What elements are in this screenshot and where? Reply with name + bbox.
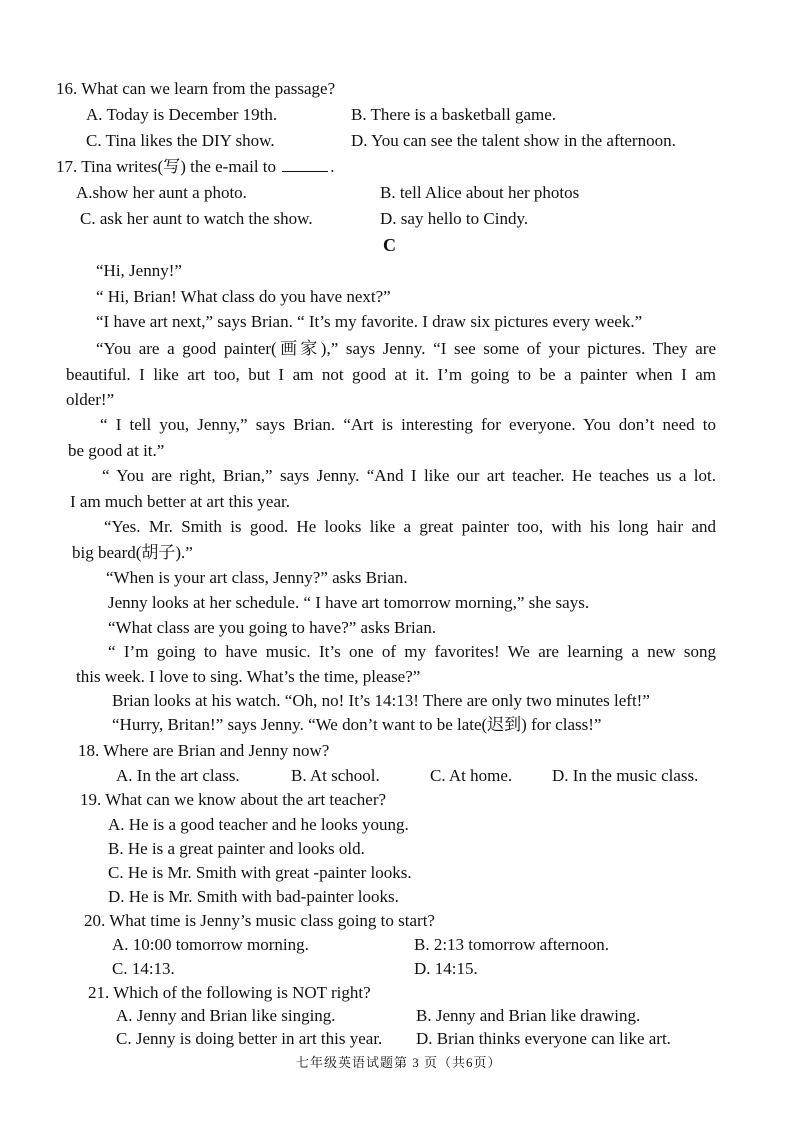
q17-stem-end: . (330, 157, 335, 176)
q21-option-c: C. Jenny is doing better in art this year. (116, 1029, 383, 1048)
passage-line: “What class are you going to have?” asks Brian. (108, 618, 437, 637)
passage-line: beautiful. I like art too, but I am not good at it. I’m going to be a painter when I am (66, 365, 716, 384)
q16-option-b: B. There is a basketball game. (351, 105, 557, 124)
q17-option-c: C. ask her aunt to watch the show. (80, 209, 313, 228)
passage-line: “ Hi, Brian! What class do you have next?” (96, 287, 391, 306)
passage-line: be good at it.” (68, 441, 165, 460)
q18-option-b: B. At school. (291, 766, 380, 785)
q16-option-a: A. Today is December 19th. (86, 105, 278, 124)
passage-line: Jenny looks at her schedule. “ I have art tomorrow morning,” she says. (108, 593, 590, 612)
q16-option-c: C. Tina likes the DIY show. (86, 131, 275, 150)
q21-option-d: D. Brian thinks everyone can like art. (416, 1029, 671, 1048)
passage-line: “ I tell you, Jenny,” says Brian. “Art is interesting for everyone. You don’t need to (100, 415, 716, 434)
q18-stem: 18. Where are Brian and Jenny now? (78, 741, 330, 760)
q20-option-c: C. 14:13. (112, 959, 175, 978)
passage-line: I am much better at art this year. (70, 492, 290, 511)
q19-option-d: D. He is Mr. Smith with bad-painter looks. (108, 887, 399, 906)
q21-option-a: A. Jenny and Brian like singing. (116, 1006, 336, 1025)
passage-line: big beard(胡子).” (72, 543, 193, 562)
passage-line: “Hurry, Britan!” says Jenny. “We don’t want to be late(迟到) for class!” (112, 715, 602, 734)
q18-option-a: A. In the art class. (116, 766, 240, 785)
q17-stem-text: 17. Tina writes(写) the e-mail to (56, 157, 277, 176)
passage-line: “You are a good painter(画家),” says Jenny. “I see some of your pictures. They are (96, 339, 716, 358)
passage-line: “I have art next,” says Brian. “ It’s my favorite. I draw six pictures every week.” (96, 312, 643, 331)
q17-option-d: D. say hello to Cindy. (380, 209, 529, 228)
q17-option-b: B. tell Alice about her photos (380, 183, 580, 202)
passage-line: “When is your art class, Jenny?” asks Brian. (106, 568, 408, 587)
q17-stem (56, 156, 335, 178)
q20-stem: 20. What time is Jenny’s music class going to start? (84, 911, 435, 930)
page-footer: 七年级英语试题第 3 页（共6页） (296, 1055, 502, 1070)
q17-option-a: A.show her aunt a photo. (76, 183, 247, 202)
passage-line: “Yes. Mr. Smith is good. He looks like a great painter too, with his long hair and (104, 517, 716, 536)
section-heading: C (383, 235, 396, 255)
answer-blank (282, 157, 328, 172)
q20-option-a: A. 10:00 tomorrow morning. (112, 935, 309, 954)
q18-option-c: C. At home. (430, 766, 513, 785)
q16-option-d: D. You can see the talent show in the afternoon. (351, 131, 676, 150)
passage-line: “Hi, Jenny!” (96, 261, 182, 280)
q20-option-b: B. 2:13 tomorrow afternoon. (414, 935, 609, 954)
passage-line: “ I’m going to have music. It’s one of my favorites! We are learning a new song (108, 642, 716, 661)
q21-option-b: B. Jenny and Brian like drawing. (416, 1006, 641, 1025)
q18-option-d: D. In the music class. (552, 766, 699, 785)
passage-line: this week. I love to sing. What’s the time, please?” (76, 667, 421, 686)
q19-option-b: B. He is a great painter and looks old. (108, 839, 365, 858)
q19-option-c: C. He is Mr. Smith with great -painter looks. (108, 863, 412, 882)
passage-line: “ You are right, Brian,” says Jenny. “And I like our art teacher. He teaches us a lot. (102, 466, 716, 485)
passage-line: older!” (66, 390, 115, 409)
q21-stem: 21. Which of the following is NOT right? (88, 983, 371, 1002)
q19-option-a: A. He is a good teacher and he looks young. (108, 815, 409, 834)
q16-stem: 16. What can we learn from the passage? (56, 79, 336, 98)
q20-option-d: D. 14:15. (414, 959, 478, 978)
passage-line: Brian looks at his watch. “Oh, no! It’s 14:13! There are only two minutes left!” (112, 691, 650, 710)
q19-stem: 19. What can we know about the art teacher? (80, 790, 387, 809)
